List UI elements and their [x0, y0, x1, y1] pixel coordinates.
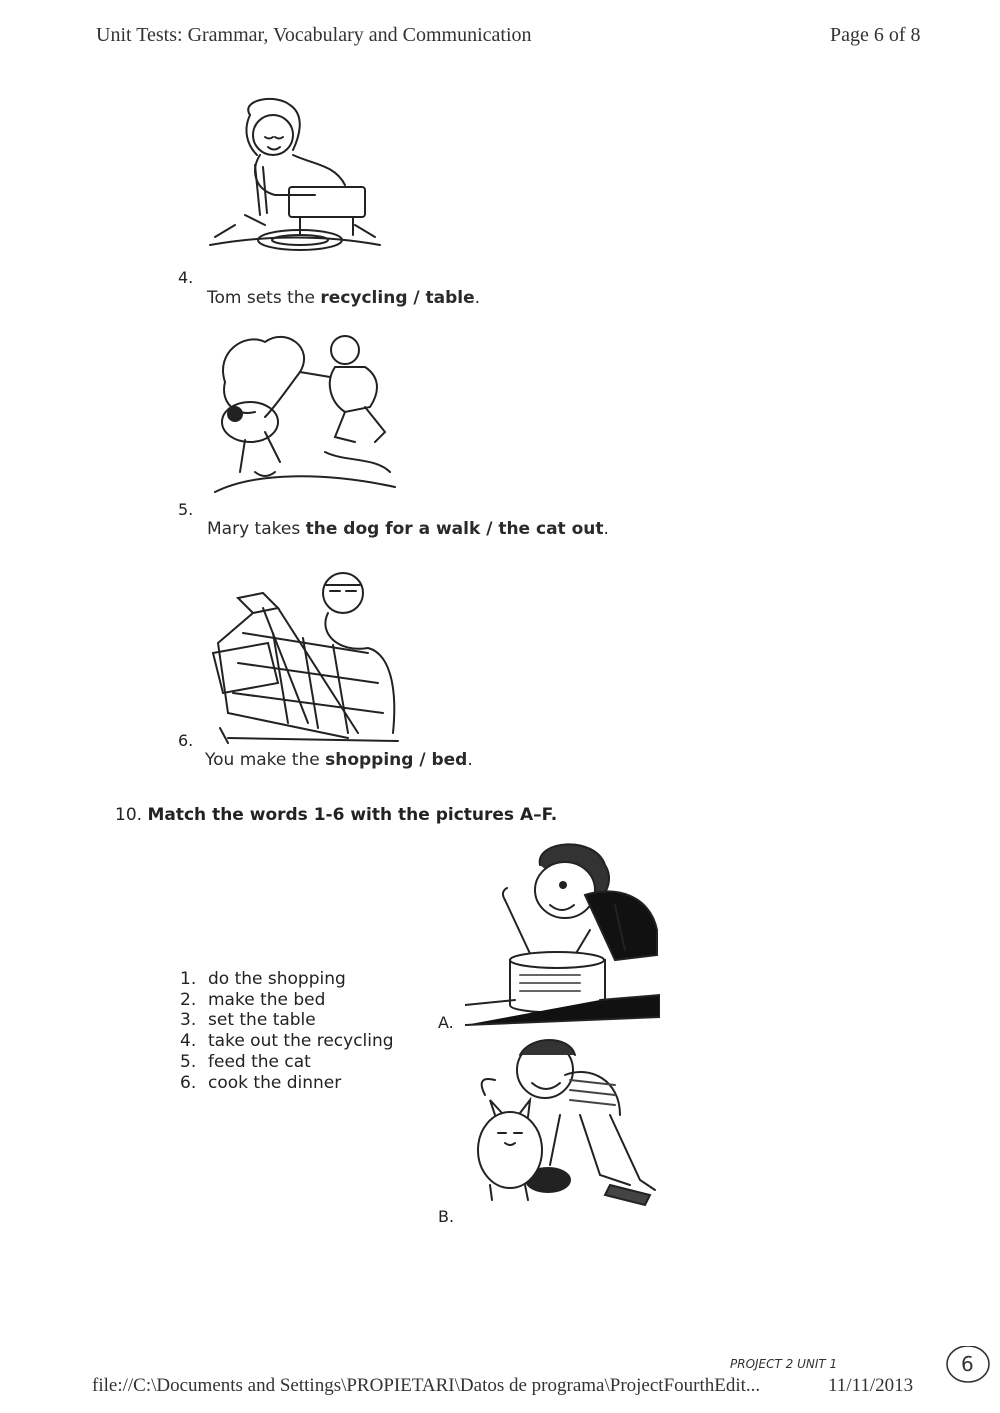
list-item: 3. set the table: [180, 1010, 316, 1031]
list-item: 2. make the bed: [180, 989, 326, 1010]
grade-number: 6: [961, 1352, 974, 1376]
item-number: 6.: [178, 731, 194, 750]
page-number: Page 6 of 8: [830, 24, 921, 46]
exercise-10-instruction: [115, 805, 557, 825]
picture-label-a: A.: [438, 1013, 454, 1032]
list-item: 1. do the shopping: [180, 969, 346, 989]
answer-options: shopping / bed: [325, 750, 468, 770]
page-header-title: Unit Tests: Grammar, Vocabulary and Communication: [96, 24, 532, 46]
picture-label-b: B.: [438, 1207, 455, 1226]
sentence-item-5: Mary takes the dog for a walk / the cat out.: [207, 519, 609, 539]
picture-a-cooking: [465, 835, 660, 1030]
item-number: 4.: [178, 268, 194, 287]
picture-dog-walk: [205, 322, 400, 507]
answer-options: the dog for a walk / the cat out: [305, 519, 604, 539]
picture-b-feeding-cat: [470, 1035, 660, 1215]
answer-options: recycling / table: [320, 288, 475, 308]
footer-file-path: file://C:\Documents and Settings\PROPIETARI\Datos de programa\ProjectFourthEdit...: [92, 1375, 761, 1396]
sentence-item-4: Tom sets the recycling / table.: [207, 288, 481, 308]
list-item: 6. cook the dinner: [180, 1072, 342, 1093]
exercise-number: 10.: [115, 805, 143, 825]
word-list: [180, 969, 394, 1093]
list-item: 5. feed the cat: [180, 1051, 311, 1072]
footer-date: 11/11/2013: [828, 1375, 914, 1396]
picture-making-bed: [208, 563, 403, 745]
handwritten-note-text: PROJECT 2 UNIT 1: [730, 1357, 838, 1371]
list-item: 4. take out the recycling: [180, 1031, 394, 1052]
picture-setting-table: [205, 95, 385, 260]
instruction-text: Match the words 1-6 with the pictures A–F.: [147, 805, 558, 825]
item-number: 5.: [178, 500, 194, 519]
sentence-item-6: You make the shopping / bed.: [205, 750, 473, 770]
